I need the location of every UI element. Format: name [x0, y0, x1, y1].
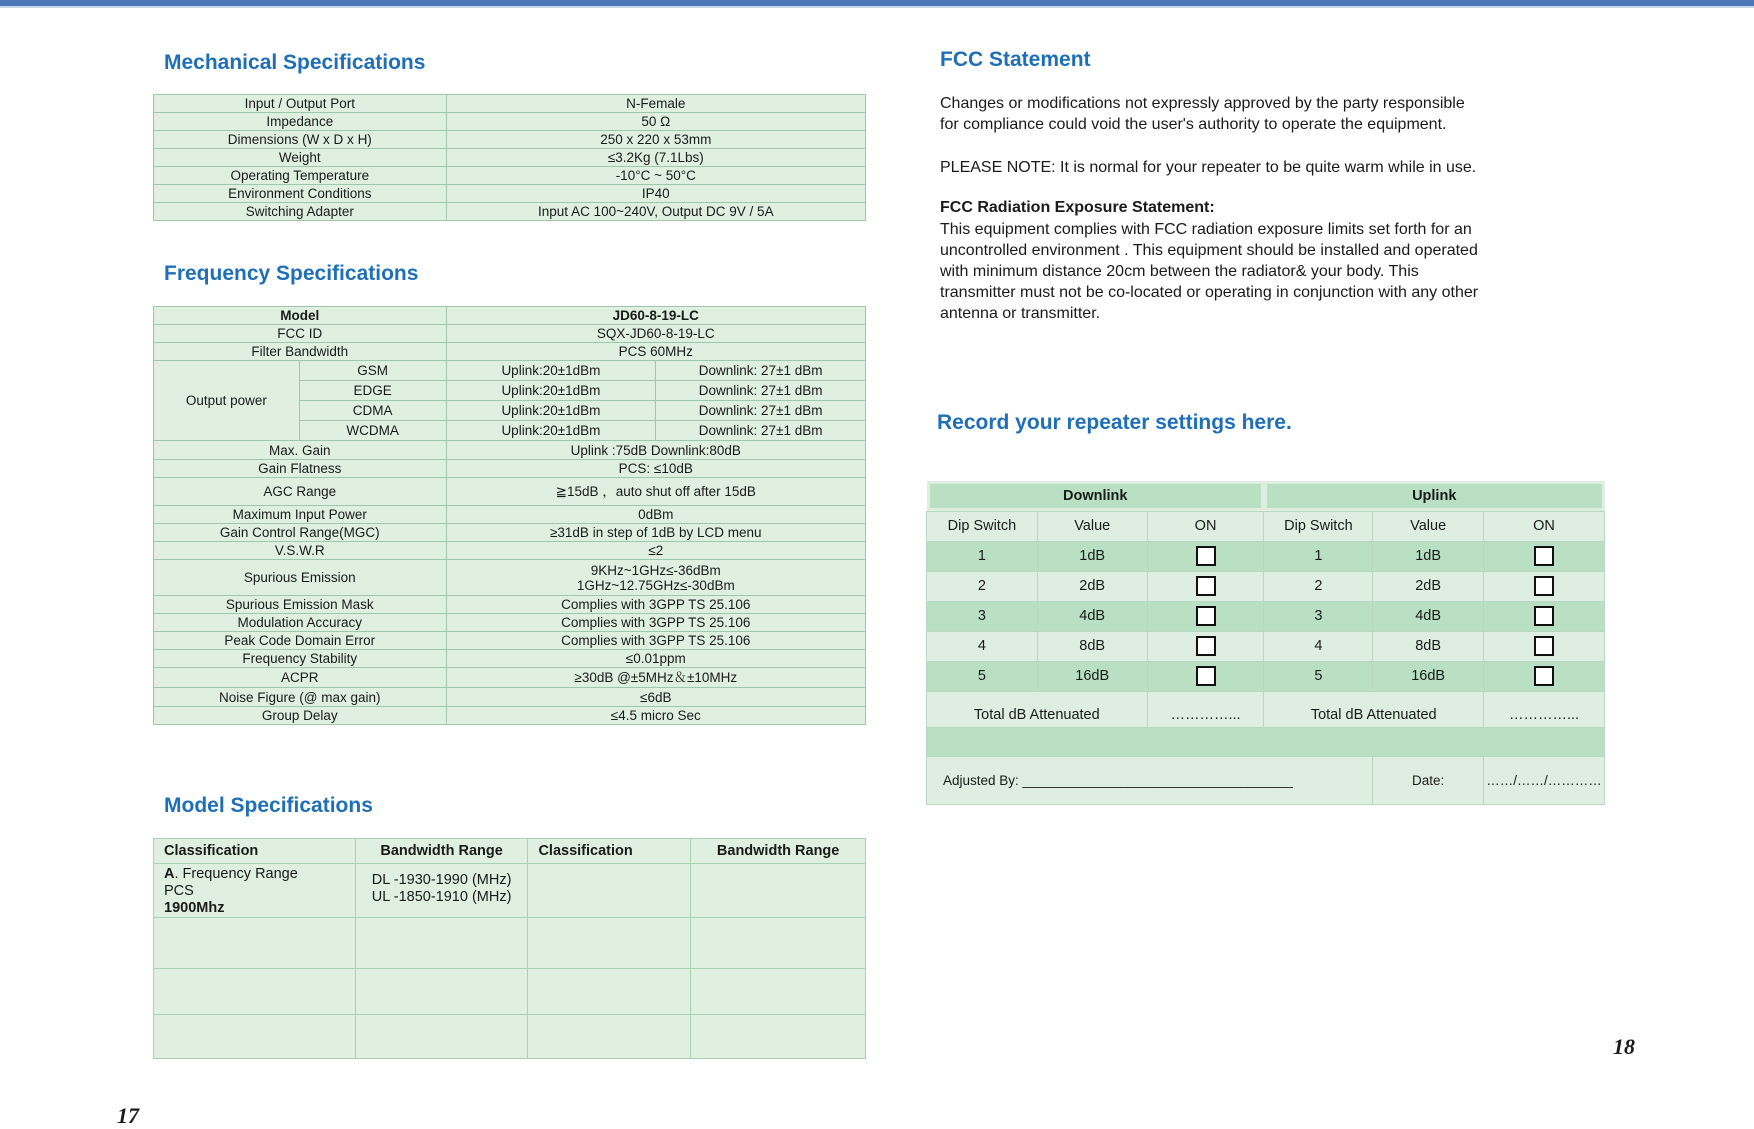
- table-row: [154, 1015, 866, 1059]
- total-blank[interactable]: …………...: [1147, 691, 1264, 727]
- fcc-radiation-heading: FCC Radiation Exposure Statement:: [940, 199, 1215, 216]
- empty-cell: [528, 1015, 691, 1059]
- spec-value: ≤3.2Kg (7.1Lbs): [446, 149, 865, 167]
- table-row: [154, 650, 866, 668]
- empty-cell: [154, 969, 356, 1015]
- spec-label: Weight: [154, 149, 447, 167]
- table-row: [154, 307, 866, 325]
- column-header: Bandwidth Range: [691, 839, 866, 864]
- table-row: [154, 343, 866, 361]
- spec-label: Noise Figure (@ max gain): [154, 688, 447, 707]
- table-row: [154, 542, 866, 560]
- total-blank[interactable]: …………...: [1483, 691, 1604, 727]
- spec-label: Frequency Stability: [154, 650, 447, 668]
- table-row: [154, 560, 866, 596]
- adjusted-by-field[interactable]: Adjusted By: ____________________________________: [927, 756, 1373, 804]
- fcc-id-label: FCC ID: [154, 325, 447, 343]
- model-heading: Model Specifications: [164, 794, 373, 817]
- checkbox[interactable]: [1196, 546, 1216, 566]
- page-number-left: 17: [117, 1103, 139, 1128]
- column-header: Value: [1037, 511, 1147, 541]
- date-label: Date:: [1373, 756, 1484, 804]
- mode-label: GSM: [299, 361, 446, 381]
- dip-value: 2dB: [1373, 571, 1484, 601]
- date-field[interactable]: ……/……/…………: [1483, 756, 1604, 804]
- model-value: JD60-8-19-LC: [446, 307, 865, 325]
- on-cell: [1483, 571, 1604, 601]
- spec-value: Input AC 100~240V, Output DC 9V / 5A: [446, 203, 865, 221]
- on-cell: [1483, 541, 1604, 571]
- frequency-heading: Frequency Specifications: [164, 262, 419, 285]
- table-row: [154, 668, 866, 688]
- spec-label: Dimensions (W x D x H): [154, 131, 447, 149]
- bandwidth-value: PCS 60MHz: [446, 343, 865, 361]
- classification-prefix: A: [164, 866, 175, 882]
- uplink-value: Uplink:20±1dBm: [446, 381, 656, 401]
- spec-value: 0dBm: [446, 506, 865, 524]
- spec-value: ≤0.01ppm: [446, 650, 865, 668]
- dip-switch: 2: [1264, 571, 1373, 601]
- table-row: [154, 185, 866, 203]
- table-row: [154, 149, 866, 167]
- spec-label: Max. Gain: [154, 441, 447, 460]
- spec-value: Complies with 3GPP TS 25.106: [446, 614, 865, 632]
- dip-switch: 1: [1264, 541, 1373, 571]
- table-row: [154, 969, 866, 1015]
- empty-cell: [154, 918, 356, 969]
- spacer-row: [927, 727, 1605, 756]
- classification-text: . Frequency Range: [174, 866, 298, 882]
- dip-switch: 2: [927, 571, 1038, 601]
- uplink-header: Uplink: [1264, 481, 1605, 511]
- spec-label: Maximum Input Power: [154, 506, 447, 524]
- spec-label: AGC Range: [154, 478, 447, 506]
- empty-cell: [691, 864, 866, 918]
- table-row: [154, 688, 866, 707]
- mode-label: EDGE: [299, 381, 446, 401]
- fcc-radiation-text: transmitter must not be co-located or operating in conjunction with any other: [940, 284, 1479, 301]
- dip-switch: 3: [1264, 601, 1373, 631]
- spec-value: ≤6dB: [446, 688, 865, 707]
- fcc-radiation-text: This equipment complies with FCC radiation exposure limits set forth for an: [940, 221, 1472, 238]
- dip-switch: 5: [927, 661, 1038, 691]
- on-cell: [1483, 661, 1604, 691]
- dip-value: 8dB: [1373, 631, 1484, 661]
- spec-label: Spurious Emission Mask: [154, 596, 447, 614]
- fcc-radiation-text: with minimum distance 20cm between the radiator& your body. This: [940, 263, 1419, 280]
- empty-cell: [355, 918, 528, 969]
- spec-value: ≧15dB ，auto shut off after 15dB: [446, 478, 865, 506]
- column-header: Dip Switch: [1264, 511, 1373, 541]
- output-power-label: Output power: [154, 361, 300, 441]
- table-row: [927, 661, 1605, 691]
- table-row: [154, 325, 866, 343]
- table-row: [154, 131, 866, 149]
- spec-label: Group Delay: [154, 707, 447, 725]
- spec-value: 250 x 220 x 53mm: [446, 131, 865, 149]
- column-header: Classification: [154, 839, 356, 864]
- column-header: ON: [1483, 511, 1604, 541]
- mechanical-heading: Mechanical Specifications: [164, 51, 426, 74]
- classification-line: 1900Mhz: [164, 900, 225, 916]
- dip-switch: 1: [927, 541, 1038, 571]
- spec-value: ≥30dB @±5MHz＆±10MHz: [446, 668, 865, 688]
- spec-value: -10°C ~ 50°C: [446, 167, 865, 185]
- downlink-header: Downlink: [927, 481, 1264, 511]
- dip-switch: 4: [927, 631, 1038, 661]
- range-line: UL -1850-1910 (MHz): [371, 889, 512, 905]
- spec-label: Switching Adapter: [154, 203, 447, 221]
- uplink-value: Uplink:20±1dBm: [446, 401, 656, 421]
- spec-value: Uplink :75dB Downlink:80dB: [446, 441, 865, 460]
- classification-line: PCS: [164, 883, 194, 899]
- table-row: [154, 460, 866, 478]
- empty-cell: [691, 1015, 866, 1059]
- dip-switch: 4: [1264, 631, 1373, 661]
- bandwidth-label: Filter Bandwidth: [154, 343, 447, 361]
- model-table: [153, 838, 866, 1059]
- top-rule-shadow: [0, 6, 1754, 8]
- spurious-line: 1GHz~12.75GHz≤-30dBm: [576, 577, 735, 593]
- table-row: [154, 361, 866, 381]
- spec-label: Peak Code Domain Error: [154, 632, 447, 650]
- column-header: Classification: [528, 839, 691, 864]
- dip-value: 8dB: [1037, 631, 1147, 661]
- table-row: [154, 632, 866, 650]
- on-cell: [1147, 571, 1264, 601]
- uplink-value: Uplink:20±1dBm: [446, 421, 656, 441]
- table-row: [927, 481, 1605, 511]
- spec-value: Complies with 3GPP TS 25.106: [446, 596, 865, 614]
- table-row: [154, 506, 866, 524]
- checkbox[interactable]: [1196, 636, 1216, 656]
- table-row: [154, 839, 866, 864]
- settings-table: [926, 481, 1605, 805]
- spec-label: ACPR: [154, 668, 447, 688]
- table-row: [154, 95, 866, 113]
- spec-label: Input / Output Port: [154, 95, 447, 113]
- spec-value: ≤4.5 micro Sec: [446, 707, 865, 725]
- table-row: [154, 478, 866, 506]
- downlink-value: Downlink: 27±1 dBm: [656, 401, 866, 421]
- spec-label: Environment Conditions: [154, 185, 447, 203]
- page-number-right: 18: [1613, 1034, 1635, 1059]
- spec-label: Gain Control Range(MGC): [154, 524, 447, 542]
- total-label: Total dB Attenuated: [1264, 691, 1484, 727]
- on-cell: [1147, 661, 1264, 691]
- classification-cell: [154, 864, 356, 918]
- spec-label: Spurious Emission: [154, 560, 447, 596]
- spec-value: PCS: ≤10dB: [446, 460, 865, 478]
- table-row: [154, 167, 866, 185]
- on-cell: [1147, 601, 1264, 631]
- checkbox[interactable]: [1534, 606, 1554, 626]
- on-cell: [1147, 541, 1264, 571]
- column-header: Value: [1373, 511, 1484, 541]
- empty-cell: [528, 918, 691, 969]
- dip-value: 1dB: [1037, 541, 1147, 571]
- empty-cell: [355, 1015, 528, 1059]
- mode-label: WCDMA: [299, 421, 446, 441]
- table-row: [154, 864, 866, 918]
- empty-cell: [355, 969, 528, 1015]
- dip-value: 16dB: [1373, 661, 1484, 691]
- dip-value: 16dB: [1037, 661, 1147, 691]
- mode-label: CDMA: [299, 401, 446, 421]
- spec-value: ≥31dB in step of 1dB by LCD menu: [446, 524, 865, 542]
- total-label: Total dB Attenuated: [927, 691, 1148, 727]
- checkbox[interactable]: [1534, 546, 1554, 566]
- checkbox[interactable]: [1534, 636, 1554, 656]
- spurious-line: 9KHz~1GHz≤-36dBm: [590, 562, 721, 578]
- on-cell: [1483, 631, 1604, 661]
- spec-value: 50 Ω: [446, 113, 865, 131]
- model-label: Model: [154, 307, 447, 325]
- fcc-note: PLEASE NOTE: It is normal for your repeater to be quite warm while in use.: [940, 159, 1477, 176]
- spec-label: Impedance: [154, 113, 447, 131]
- table-row: [927, 571, 1605, 601]
- bandwidth-cell: [355, 864, 528, 918]
- uplink-value: Uplink:20±1dBm: [446, 361, 656, 381]
- dip-switch: 3: [927, 601, 1038, 631]
- classification-line: [164, 866, 355, 883]
- fcc-heading: FCC Statement: [940, 48, 1091, 71]
- downlink-value: Downlink: 27±1 dBm: [656, 381, 866, 401]
- spec-label: Operating Temperature: [154, 167, 447, 185]
- table-row: [154, 918, 866, 969]
- spec-value: IP40: [446, 185, 865, 203]
- downlink-value: Downlink: 27±1 dBm: [656, 421, 866, 441]
- table-row: [927, 541, 1605, 571]
- empty-cell: [691, 918, 866, 969]
- fcc-radiation-text: antenna or transmitter.: [940, 305, 1101, 322]
- empty-cell: [528, 969, 691, 1015]
- record-heading: Record your repeater settings here.: [937, 411, 1292, 434]
- spec-label: V.S.W.R: [154, 542, 447, 560]
- table-row: [154, 614, 866, 632]
- table-row: [154, 203, 866, 221]
- empty-cell: [154, 1015, 356, 1059]
- fcc-text: for compliance could void the user's authority to operate the equipment.: [940, 116, 1447, 133]
- table-row: [927, 756, 1605, 804]
- checkbox[interactable]: [1196, 606, 1216, 626]
- spec-label: Modulation Accuracy: [154, 614, 447, 632]
- frequency-table: [153, 306, 866, 725]
- column-header: Bandwidth Range: [355, 839, 528, 864]
- on-cell: [1483, 601, 1604, 631]
- mechanical-table: [153, 94, 866, 221]
- empty-cell: [528, 864, 691, 918]
- fcc-text: Changes or modifications not expressly approved by the party responsible: [940, 95, 1465, 112]
- spec-value: N-Female: [446, 95, 865, 113]
- fcc-id-value: SQX-JD60-8-19-LC: [446, 325, 865, 343]
- table-row: [154, 596, 866, 614]
- checkbox[interactable]: [1196, 576, 1216, 596]
- table-row: [154, 441, 866, 460]
- downlink-value: Downlink: 27±1 dBm: [656, 361, 866, 381]
- table-row: [927, 601, 1605, 631]
- table-row: [154, 707, 866, 725]
- table-row: [927, 691, 1605, 727]
- column-header: ON: [1147, 511, 1264, 541]
- table-row: [927, 727, 1605, 756]
- dip-value: 4dB: [1373, 601, 1484, 631]
- dip-value: 1dB: [1373, 541, 1484, 571]
- range-line: DL -1930-1990 (MHz): [371, 872, 512, 888]
- table-row: [927, 631, 1605, 661]
- spec-label: Gain Flatness: [154, 460, 447, 478]
- spec-value: Complies with 3GPP TS 25.106: [446, 632, 865, 650]
- table-row: [154, 113, 866, 131]
- checkbox[interactable]: [1534, 576, 1554, 596]
- spec-value: ≤2: [446, 542, 865, 560]
- empty-cell: [691, 969, 866, 1015]
- table-row: [927, 511, 1605, 541]
- checkbox[interactable]: [1196, 666, 1216, 686]
- fcc-radiation-text: uncontrolled environment . This equipment should be installed and operated: [940, 242, 1478, 259]
- dip-value: 2dB: [1037, 571, 1147, 601]
- table-row: [154, 524, 866, 542]
- column-header: Dip Switch: [927, 511, 1038, 541]
- on-cell: [1147, 631, 1264, 661]
- checkbox[interactable]: [1534, 666, 1554, 686]
- dip-switch: 5: [1264, 661, 1373, 691]
- dip-value: 4dB: [1037, 601, 1147, 631]
- spurious-value: [446, 560, 865, 596]
